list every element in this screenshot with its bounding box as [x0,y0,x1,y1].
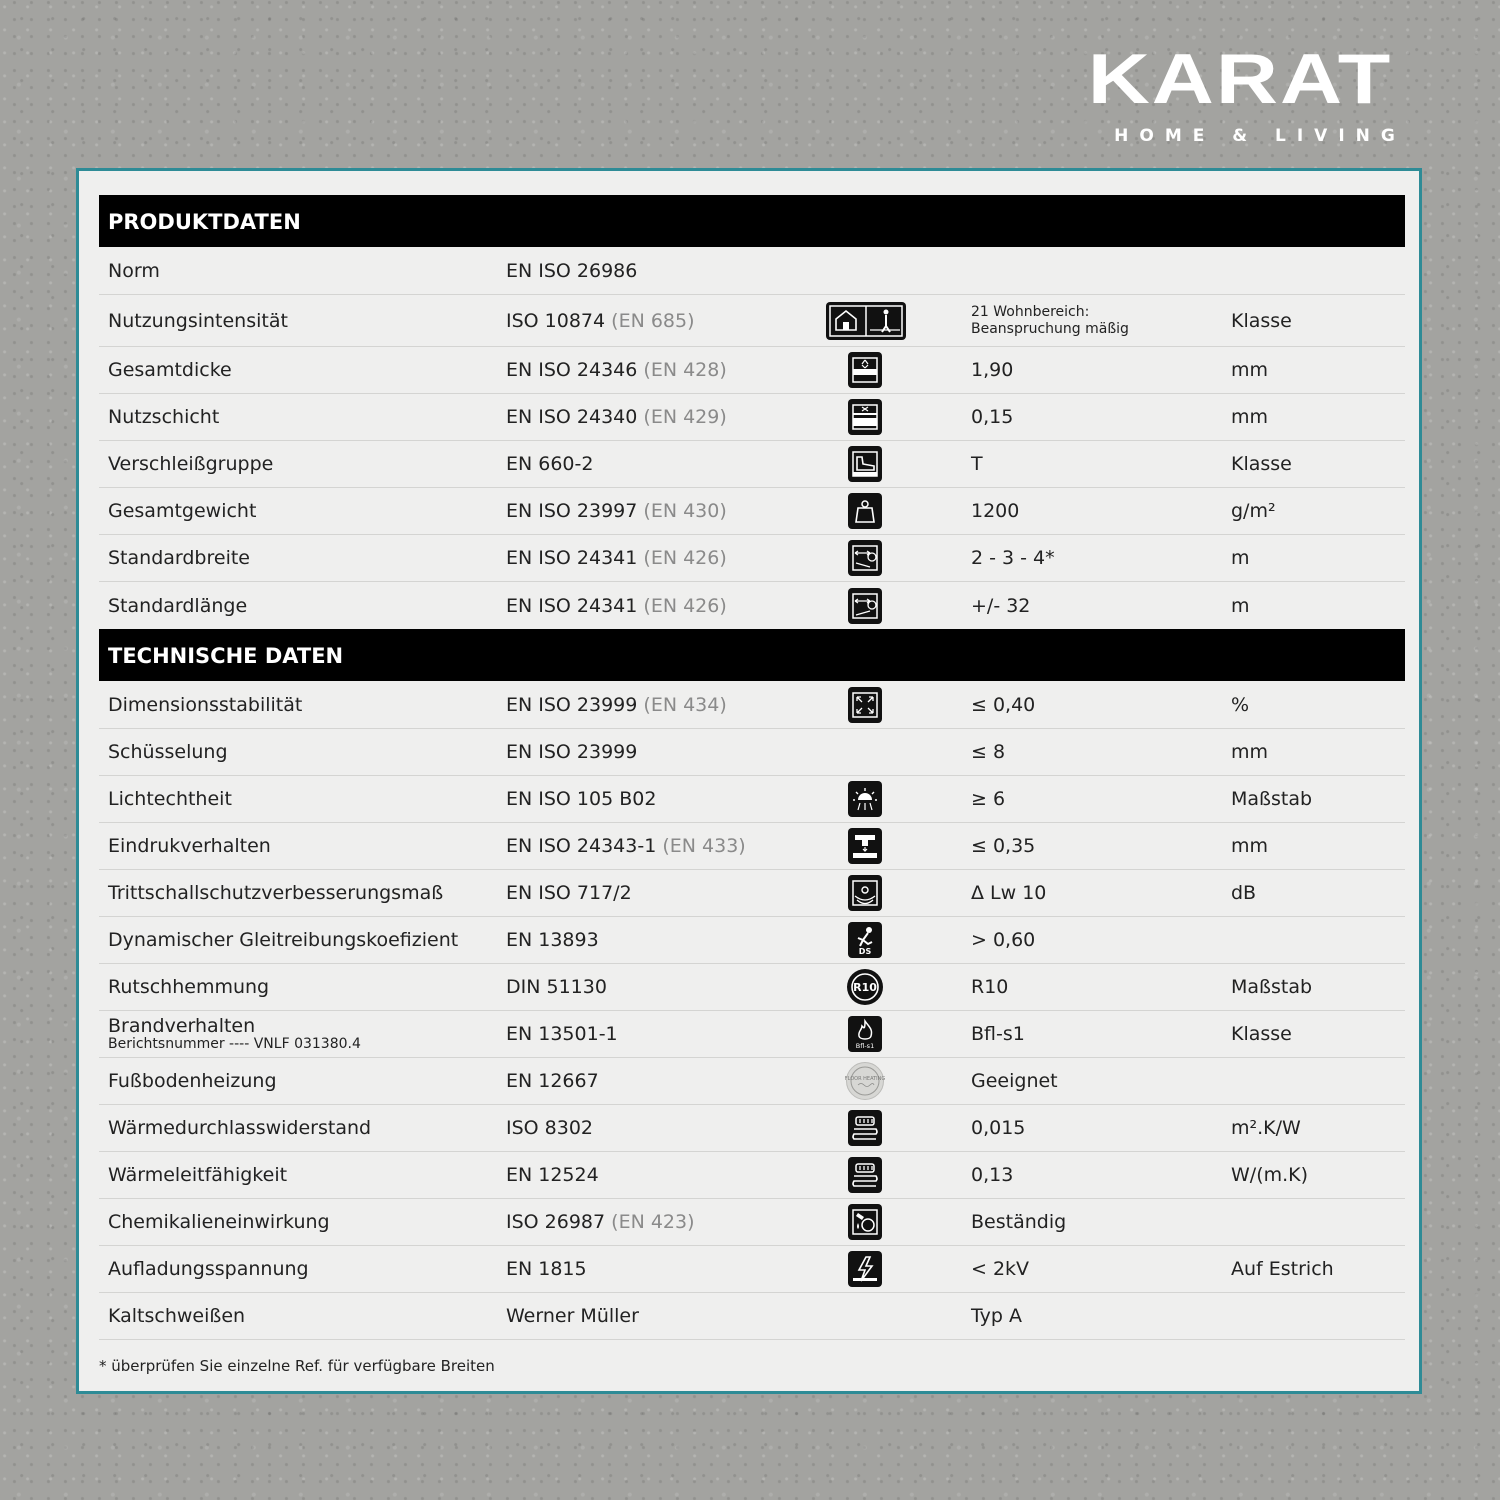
roll-width-icon [848,540,882,576]
row-unit: m [1231,547,1250,569]
row-name: Wärmedurchlasswiderstand [108,1117,372,1139]
row-unit: Klasse [1231,1023,1292,1045]
row-name: Lichtechtheit [108,788,232,810]
row-norm: EN 12667 [506,1070,599,1092]
row-unit: g/m² [1231,500,1276,522]
table-row [99,964,1405,1011]
report-number: Berichtsnummer ---- VNLF 031380.4 [108,1036,361,1052]
table-row [99,535,1405,582]
spec-table [99,195,1405,1340]
total-thickness-icon [848,352,882,388]
table-row [99,1246,1405,1293]
row-norm: EN ISO 23999 [506,741,638,763]
row-value: T [971,453,983,475]
row-value: Beständig [971,1211,1067,1233]
row-value: ≤ 0,35 [971,835,1036,857]
table-row [99,681,1405,729]
lightfastness-sun-icon [848,781,882,817]
row-name: Trittschallschutzverbesserungsmaß [108,882,444,904]
roll-length-icon [848,588,882,624]
row-value: < 2kV [971,1258,1030,1280]
row-name: Standardlänge [108,594,248,617]
svg-text:R10: R10 [853,981,877,994]
slip-resistance-r10-icon [847,969,883,1005]
row-value: 2 - 3 - 4* [971,547,1055,569]
table-row [99,870,1405,917]
floor-heating-icon [846,1062,884,1100]
wear-group-shoe-icon [848,446,882,482]
table-row [99,1011,1405,1058]
row-norm: EN 12524 [506,1164,599,1186]
row-value: 0,015 [971,1117,1026,1139]
row-norm: EN ISO 23997 (EN 430) [506,500,727,522]
karat-logo [1030,39,1455,154]
table-row [99,247,1405,295]
row-value: > 0,60 [971,929,1036,951]
table-row [99,917,1405,964]
row-value: Δ Lw 10 [971,882,1047,904]
table-row [99,394,1405,441]
row-norm: EN ISO 26986 [506,259,638,282]
table-row [99,1199,1405,1246]
table-row [99,347,1405,394]
row-value: 21 Wohnbereich: Beanspruchung mäßig [971,303,1129,337]
row-norm-alt: (EN 685) [611,309,695,332]
table-row [99,582,1405,629]
logo-tagline: HOME & LIVING [1114,126,1406,146]
row-norm: DIN 51130 [506,976,607,998]
row-norm: EN ISO 717/2 [506,882,632,904]
row-unit: W/(m.K) [1231,1164,1309,1186]
indentation-icon [848,828,882,864]
row-norm-alt: (EN 434) [643,693,727,716]
row-norm-alt: (EN 430) [643,500,727,522]
row-unit: % [1231,693,1250,716]
row-norm: EN 660-2 [506,453,594,475]
row-norm: EN ISO 24343-1 (EN 433) [506,835,746,857]
row-value: Geeignet [971,1070,1058,1092]
table-row [99,823,1405,870]
row-value: ≤ 0,40 [971,693,1036,716]
row-value: 0,15 [971,406,1014,428]
row-norm: Werner Müller [506,1305,639,1327]
row-unit: Auf Estrich [1231,1258,1334,1280]
row-value: R10 [971,976,1009,998]
table-row [99,1293,1405,1340]
row-unit: mm [1231,835,1269,857]
row-name: Schüsselung [108,741,228,763]
row-norm-alt: (EN 428) [643,359,727,381]
row-norm-alt: (EN 429) [643,406,727,428]
row-name: Brandverhalten Berichtsnummer ---- VNLF 031380.4 [108,1015,361,1052]
electrostatic-icon [848,1251,882,1287]
row-norm: EN ISO 105 B02 [506,788,657,810]
weight-icon [848,493,882,529]
row-unit: dB [1231,882,1257,904]
logo-wordmark: KARAT [1087,39,1393,119]
table-row [99,776,1405,823]
row-name: Fußbodenheizung [108,1070,277,1092]
row-unit: m².K/W [1231,1117,1301,1139]
row-value: +/- 32 [971,594,1031,617]
row-unit: m [1231,594,1250,617]
row-norm-alt: (EN 423) [611,1211,695,1233]
section-header-produktdaten: PRODUKTDATEN [99,195,1405,247]
row-norm: EN ISO 24341 (EN 426) [506,594,727,617]
dimensional-stability-icon [848,687,882,723]
row-value: ≤ 8 [971,741,1006,763]
row-name: Dynamischer Gleitreibungskoefizient [108,929,459,951]
row-unit: Maßstab [1231,976,1313,998]
row-value: Typ A [971,1305,1022,1327]
row-name: Wärmeleitfähigkeit [108,1164,288,1186]
row-norm: EN 13893 [506,929,599,951]
row-name: Chemikalieneinwirkung [108,1211,330,1233]
table-row [99,1105,1405,1152]
row-norm: ISO 8302 [506,1117,594,1139]
row-name: Gesamtdicke [108,359,232,381]
row-norm: EN ISO 24340 (EN 429) [506,406,727,428]
row-value: 1200 [971,500,1020,522]
svg-text:DS: DS [858,947,872,956]
row-unit: Klasse [1231,309,1292,332]
row-name: Gesamtgewicht [108,500,257,522]
row-norm: EN 13501-1 [506,1023,618,1045]
table-row [99,1058,1405,1105]
row-name: Standardbreite [108,547,250,569]
row-unit: Klasse [1231,453,1292,475]
section-header-technische-daten: TECHNISCHE DATEN [99,629,1405,681]
row-value: 0,13 [971,1164,1014,1186]
row-name: Aufladungsspannung [108,1258,309,1280]
thermal-conductivity-icon [848,1157,882,1193]
row-norm: EN 1815 [506,1258,587,1280]
table-row [99,1152,1405,1199]
row-name: Rutschhemmung [108,976,270,998]
table-row [99,488,1405,535]
row-norm-alt: (EN 426) [643,594,727,617]
table-row [99,729,1405,776]
slip-ds-icon [848,922,882,958]
spec-panel [76,168,1422,1394]
chemical-resistance-icon [848,1204,882,1240]
row-norm-alt: (EN 426) [643,547,727,569]
row-norm: EN ISO 24341 (EN 426) [506,547,727,569]
fire-behaviour-icon [848,1016,882,1052]
row-norm-alt: (EN 433) [662,835,746,857]
row-norm: ISO 26987 (EN 423) [506,1211,695,1233]
svg-text:FLOOR HEATING: FLOOR HEATING [844,1076,886,1082]
impact-sound-icon [848,875,882,911]
row-name: Norm [108,259,160,282]
row-value: Bfl-s1 [971,1023,1025,1045]
row-name: Verschleißgruppe [108,453,274,475]
wear-layer-icon [848,399,882,435]
svg-text:Bfl-s1: Bfl-s1 [855,1042,875,1050]
row-unit: mm [1231,359,1269,381]
row-unit: mm [1231,741,1269,763]
row-name: Dimensionsstabilität [108,693,303,716]
table-row [99,441,1405,488]
row-unit: Maßstab [1231,788,1313,810]
row-value: 1,90 [971,359,1014,381]
row-norm: EN ISO 23999 (EN 434) [506,693,727,716]
footnote: * überprüfen Sie einzelne Ref. für verfügbare Breiten [99,1357,495,1375]
row-unit: mm [1231,406,1269,428]
row-name: Eindrukverhalten [108,835,271,857]
row-norm: EN ISO 24346 (EN 428) [506,359,727,381]
row-norm: ISO 10874 (EN 685) [506,309,695,332]
row-name: Nutzungsintensität [108,309,288,332]
table-row [99,295,1405,347]
row-value: ≥ 6 [971,788,1006,810]
row-name: Nutzschicht [108,406,220,428]
thermal-resistance-icon [848,1110,882,1146]
usage-class-21-icon [826,302,906,340]
row-name: Kaltschweißen [108,1305,246,1327]
